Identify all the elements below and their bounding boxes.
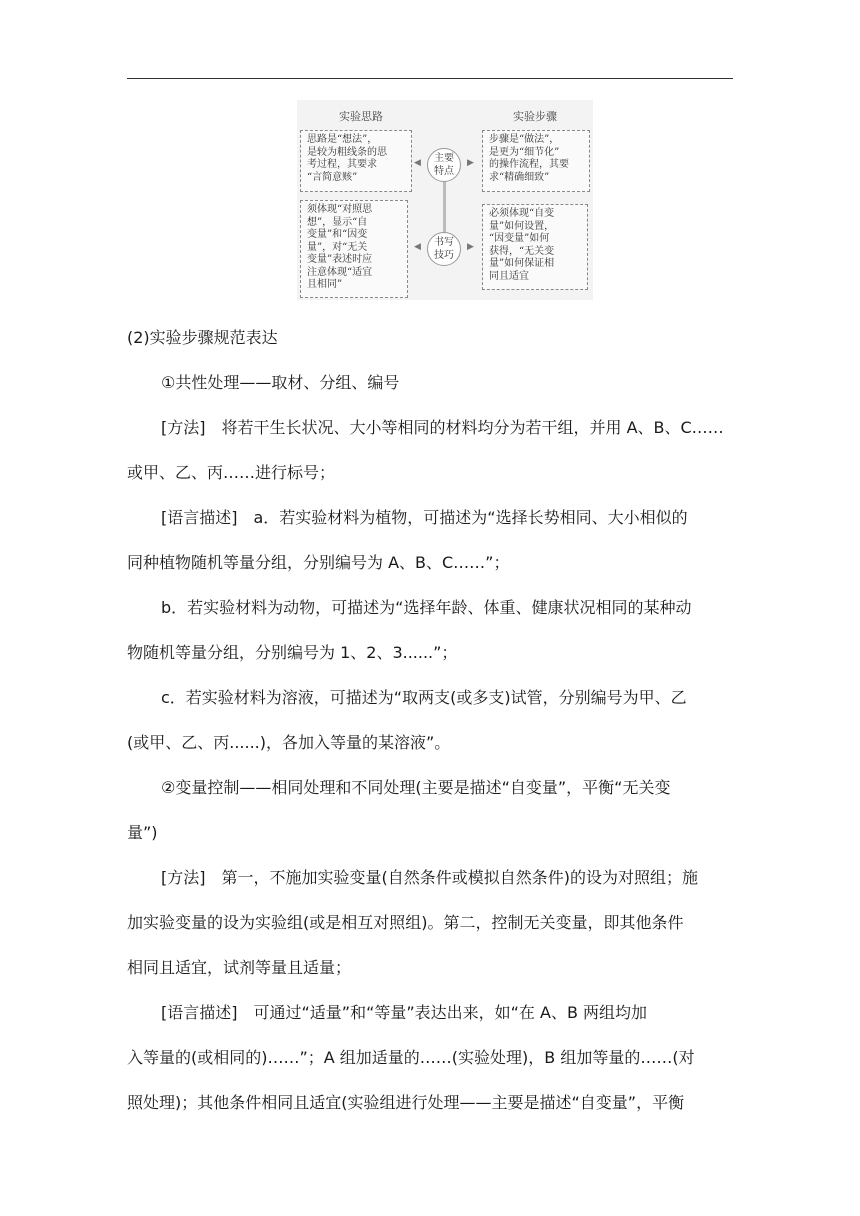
header-rule: [127, 78, 733, 79]
paragraph-line: (或甲、乙、丙......)，各加入等量的某溶液”。: [127, 733, 451, 752]
paragraph-line: [方法] 第一，不施加实验变量(自然条件或模拟自然条件)的设为对照组；施: [161, 868, 698, 887]
box-line: 求“精确细致”: [489, 171, 550, 183]
paragraph-line: [方法] 将若干生长状况、大小等相同的材料均分为若干组，并用 A、B、C……: [161, 418, 724, 437]
arrow-left-icon: ◀: [414, 158, 421, 168]
box-line: 必须体现“自变: [489, 208, 555, 219]
paragraph-line: 或甲、乙、丙……进行标号；: [127, 463, 336, 482]
box-line: 考过程，其要求: [307, 159, 377, 170]
section-heading: (2)实验步骤规范表达: [127, 328, 278, 347]
connector-stem: [443, 176, 446, 239]
paragraph-line: 同种植物随机等量分组，分别编号为 A、B、C……”；: [127, 553, 510, 572]
box-line: “因变量”如何: [489, 233, 550, 244]
box-line: “言简意赅”: [307, 171, 358, 183]
right-header: 实验步骤: [513, 110, 557, 123]
paragraph-line: 量”): [127, 823, 158, 842]
box-line: 量”如何保证相: [489, 258, 555, 269]
paragraph-line: [语言描述] 可通过“适量”和“等量”表达出来，如“在 A、B 两组均加: [161, 1003, 648, 1022]
box-line: 须体现“对照思: [307, 204, 373, 215]
box-line: 量”，对“无关: [307, 241, 368, 253]
circle-line: 特点: [434, 166, 454, 177]
box-bottom-left: [300, 200, 408, 298]
box-line: 量”如何设置，: [489, 220, 555, 232]
paragraph-line: 加实验变量的设为实验组(或是相互对照组)。第二，控制无关变量，即其他条件: [127, 913, 684, 932]
arrow-right-icon: ▶: [467, 242, 474, 252]
box-line: 且相同”: [307, 279, 343, 290]
arrow-right-icon: ▶: [467, 158, 474, 168]
box-line: 是更为“细节化”: [489, 146, 560, 158]
paragraph-line: c．若实验材料为溶液，可描述为“取两支(或多支)试管，分别编号为甲、乙: [161, 688, 687, 707]
box-line: 获得，“无关变: [489, 245, 555, 257]
center-circle-top: [427, 148, 461, 182]
box-line: 思路是“想法”，: [307, 134, 378, 145]
circle-line: 技巧: [434, 250, 454, 261]
box-line: 变量”和“因变: [307, 229, 368, 240]
box-top-right: [482, 130, 590, 192]
box-line: 同且适宜: [489, 270, 529, 282]
subsection-heading: ②变量控制——相同处理和不同处理(主要是描述“自变量”，平衡“无关变: [161, 778, 671, 797]
left-header: 实验思路: [339, 110, 383, 123]
paragraph-line: 相同且适宜，试剂等量且适量；: [127, 958, 352, 977]
box-line: 想”，显示“自: [307, 216, 368, 228]
circle-line: 书写: [434, 237, 454, 248]
paragraph-line: 照处理)；其他条件相同且适宜(实验组进行处理——主要是描述“自变量”，平衡: [127, 1093, 685, 1112]
paragraph-line: 物随机等量分组，分别编号为 1、2、3......”；: [127, 643, 458, 662]
box-top-left: [300, 130, 412, 192]
arrow-left-icon: ◀: [414, 242, 421, 252]
circle-line: 主要: [434, 153, 454, 164]
paragraph-line: 入等量的(或相同的)……”；A 组加适量的……(实验处理)，B 组加等量的……(对: [127, 1048, 695, 1067]
box-line: 的操作流程，其要: [489, 159, 569, 170]
box-line: 变量”表述时应: [307, 254, 373, 265]
box-line: 是较为粗线条的思: [307, 146, 387, 158]
box-bottom-right: [482, 204, 588, 290]
box-line: 步骤是“做法”，: [489, 134, 560, 145]
comparison-diagram: [297, 100, 593, 300]
paragraph-line: b．若实验材料为动物，可描述为“选择年龄、体重、健康状况相同的某种动: [161, 598, 692, 617]
subsection-heading: ①共性处理——取材、分组、编号: [161, 373, 400, 392]
paragraph-line: [语言描述] a．若实验材料为植物，可描述为“选择长势相同、大小相似的: [161, 508, 688, 527]
center-circle-bottom: [427, 232, 461, 266]
box-line: 注意体现“适宜: [307, 266, 373, 278]
